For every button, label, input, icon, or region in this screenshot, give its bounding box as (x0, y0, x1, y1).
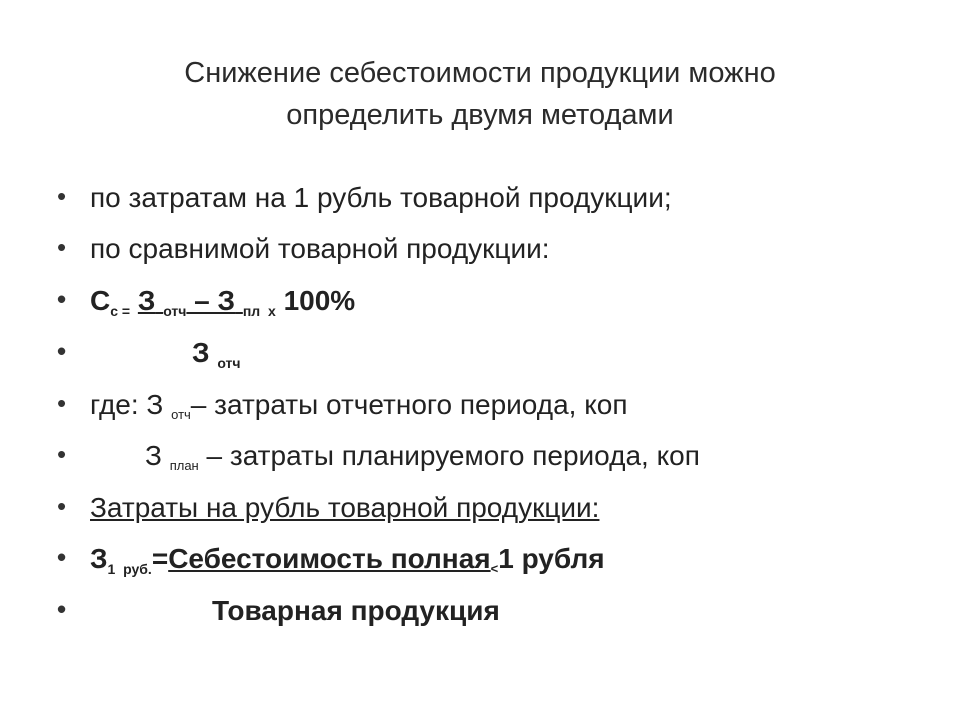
denominator-1-z: З (192, 337, 210, 368)
denominator-2-text: Товарная продукция (212, 595, 500, 626)
method-2-text: по сравнимой товарной продукции: (90, 233, 550, 264)
formula-1 (90, 283, 355, 329)
bullet-icon: • (57, 439, 67, 469)
title-line-2: определить двумя методами (286, 99, 674, 131)
where-2-prefix: З (145, 440, 162, 471)
formula-1-z2-sub: пл (242, 303, 261, 319)
formula-2-sub-2: руб. (123, 561, 152, 577)
where-2 (145, 438, 700, 484)
bullet-icon: • (57, 491, 67, 521)
where-2-sub: план (169, 458, 199, 473)
formula-2-numerator: Себестоимость полная (168, 543, 491, 574)
formula-1-numerator (137, 285, 261, 319)
formula-2 (90, 541, 605, 587)
formula-1-z1-sub: отч (163, 303, 187, 319)
denominator-1 (192, 335, 241, 381)
bullet-icon: • (57, 542, 67, 572)
formula-2-rest: 1 рубля (498, 543, 605, 574)
formula-1-z1: З (137, 285, 156, 316)
where-1 (90, 387, 628, 433)
formula-2-z: З (90, 543, 108, 574)
heading-2-text: Затраты на рубль товарной продукции: (90, 492, 600, 523)
method-1-text: по затратам на 1 рубль товарной продукции; (90, 182, 672, 213)
bullet-icon: • (57, 336, 67, 366)
where-1-rest: – затраты отчетного периода, коп (190, 389, 628, 420)
formula-1-percent: 100% (283, 285, 356, 316)
formula-1-c: С (90, 285, 111, 316)
bullet-icon: • (57, 181, 67, 211)
denominator-1-sub: отч (217, 355, 241, 371)
where-1-prefix: где: З (90, 389, 164, 420)
title-line-1: Снижение себестоимости продукции можно (184, 57, 776, 89)
formula-2-sub-1: 1 (107, 561, 116, 577)
where-2-rest: – затраты планируемого периода, коп (206, 440, 700, 471)
where-1-sub: отч (171, 407, 191, 422)
bullet-icon: • (57, 232, 67, 262)
slide-title (0, 52, 960, 136)
formula-2-eq: = (151, 543, 169, 574)
bullet-icon: • (57, 594, 67, 624)
formula-2-lt: < (490, 561, 499, 576)
formula-1-times: х (267, 303, 276, 319)
bullet-icon: • (57, 388, 67, 418)
bullet-icon: • (57, 284, 67, 314)
formula-1-minus: – З (186, 285, 236, 316)
formula-1-c-sub: с = (110, 303, 131, 319)
